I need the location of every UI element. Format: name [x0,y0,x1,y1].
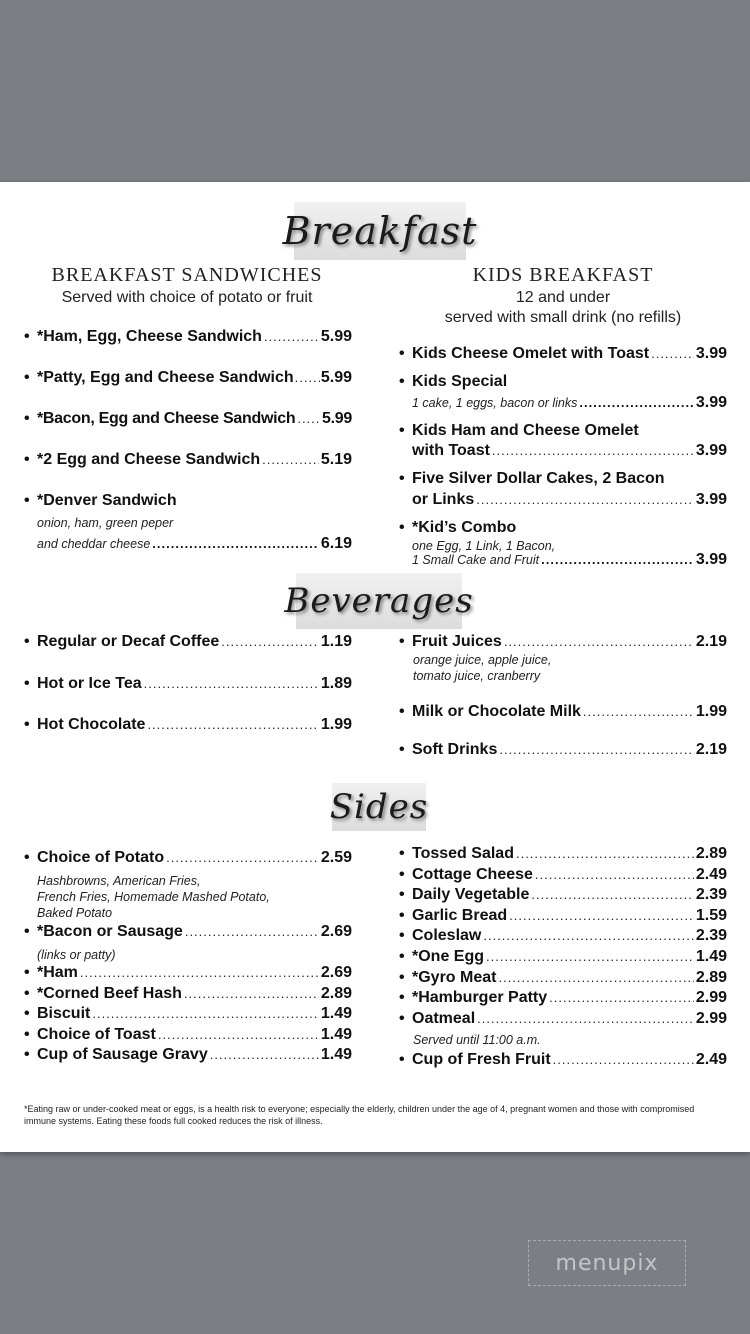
menu-item [399,948,727,966]
leader-dots [535,867,694,882]
item-price: 2.89 [695,969,727,986]
item-name: *Ham [37,964,78,981]
item-name: Oatmeal [412,1010,476,1027]
leader-dots [531,887,693,902]
item-name: Regular or Decaf Coffee [37,633,220,650]
item-name: Cup of Fresh Fruit [412,1051,551,1068]
item-description-row [412,394,727,412]
menu-item [399,969,727,987]
menu-item [399,741,727,759]
leader-dots [492,443,694,458]
bullet-icon: • [399,886,405,903]
bullet-icon: • [399,373,405,390]
item-name: Five Silver Dollar Cakes, 2 Bacon [412,470,665,487]
item-name: *One Egg [412,948,485,965]
leader-dots [509,908,694,923]
leader-dots [504,634,694,649]
leader-dots [147,717,318,732]
item-name: Coleslaw [412,927,482,944]
item-description: onion, ham, green peper [37,516,174,530]
leader-dots [158,1027,319,1042]
item-description: Served until 11:00 a.m. [413,1033,541,1047]
leader-dots [92,1006,319,1021]
item-name: *Kid’s Combo [412,519,517,536]
item-description-row [412,551,727,569]
leader-dots [297,411,320,426]
item-name: *Corned Beef Hash [37,985,182,1002]
menu-item [24,492,352,510]
item-name: Cottage Cheese [412,866,533,883]
item-name: Kids Special [412,373,508,390]
bullet-icon: • [24,1005,30,1022]
menu-item [399,470,727,488]
item-price: 1.59 [695,907,727,924]
leader-dots [498,970,693,985]
leader-dots [264,329,319,344]
bullet-icon: • [399,948,405,965]
item-price: 6.19 [320,535,352,552]
item-price: 2.39 [695,927,727,944]
item-name: Cup of Sausage Gravy [37,1046,208,1063]
menu-item [399,845,727,863]
beverages-title: Beverages [296,573,462,629]
menu-item [399,703,727,721]
menu-item [24,451,352,469]
leader-dots [476,492,694,507]
menu-item [399,1010,727,1028]
menu-item [399,1051,727,1069]
menu-item [399,907,727,925]
leader-dots [184,986,319,1001]
menu-item [24,923,352,941]
leader-dots [295,370,320,385]
leader-dots [80,965,319,980]
bullet-icon: • [24,1046,30,1063]
item-name: Hot Chocolate [37,716,146,733]
bullet-icon: • [399,969,405,986]
item-name: Choice of Potato [37,849,165,866]
menu-item [24,964,352,982]
bullet-icon: • [24,633,30,650]
item-name: Soft Drinks [412,741,498,758]
bullet-icon: • [24,369,30,386]
menu-item [399,927,727,945]
bullet-icon: • [24,923,30,940]
item-name: *Denver Sandwich [37,492,177,509]
item-price: 3.99 [695,442,727,459]
bullet-icon: • [24,849,30,866]
menu-item [24,716,352,734]
leader-dots [553,1052,694,1067]
bullet-icon: • [399,741,405,758]
bullet-icon: • [399,866,405,883]
item-name: *Patty, Egg and Cheese Sandwich [37,369,294,386]
leader-dots [144,676,319,691]
item-price: 2.99 [695,989,727,1006]
bullet-icon: • [24,964,30,981]
item-price: 2.89 [320,985,352,1002]
menu-item [24,675,352,693]
leader-dots [221,634,319,649]
leader-dots [166,850,319,865]
item-price: 3.99 [695,345,727,362]
bullet-icon: • [24,985,30,1002]
item-name: Garlic Bread [412,907,508,924]
breakfast-title: Breakfast [294,202,466,260]
bullet-icon: • [24,451,30,468]
bullet-icon: • [24,410,30,427]
menu-item-continued [399,491,727,509]
leader-dots [210,1047,319,1062]
bullet-icon: • [399,470,405,487]
bullet-icon: • [399,907,405,924]
item-price: 1.49 [320,1026,352,1043]
leader-dots [477,1011,694,1026]
item-price: 3.99 [695,394,727,411]
item-name-line2: or Links [412,491,475,508]
leader-dots [262,452,319,467]
bullet-icon: • [399,845,405,862]
item-price: 1.89 [320,675,352,692]
kids-breakfast-header [398,264,728,327]
menu-item [24,1026,352,1044]
item-name: *Bacon or Sausage [37,923,183,940]
bullet-icon: • [24,716,30,733]
leader-dots [516,846,694,861]
menu-item [399,519,727,537]
menu-item [399,866,727,884]
menu-item-continued [399,442,727,460]
item-description: Baked Potato [37,906,113,920]
menu-item [399,373,727,391]
menu-item [24,1046,352,1064]
kids-breakfast-drink-note: served with small drink (no refills) [444,309,682,326]
item-name: Choice of Toast [37,1026,156,1043]
menu-item [24,849,352,867]
item-description: Hashbrowns, American Fries, [37,874,201,888]
item-name: *2 Egg and Cheese Sandwich [37,451,261,468]
item-name: *Bacon, Egg and Cheese Sandwich [37,410,296,427]
item-price: 1.49 [695,948,727,965]
menu-item [24,369,352,387]
item-description: tomato juice, cranberry [413,669,541,683]
breakfast-sandwiches-subheading: Served with choice of potato or fruit [61,289,313,306]
item-description: (links or patty) [37,948,116,962]
menu-item [24,328,352,346]
item-name: *Hamburger Patty [412,989,548,1006]
leader-dots [499,742,694,757]
menu-item [24,1005,352,1023]
leader-dots [185,924,319,939]
menu-item [399,345,727,363]
item-price: 1.99 [695,703,727,720]
item-name: Hot or Ice Tea [37,675,142,692]
bullet-icon: • [399,633,405,650]
bullet-icon: • [399,1051,405,1068]
item-name: Milk or Chocolate Milk [412,703,581,720]
health-disclaimer: *Eating raw or under-cooked meat or eggs, is a health risk to everyone; especially the elderly, children under the age of 4, pregnant women and those with compromised immune systems. Eating these foods full cooked reduces the risk of illness. [24,1104,695,1126]
item-price: 2.39 [695,886,727,903]
item-description-row [37,535,352,553]
breakfast-sandwiches-header [24,264,350,307]
menu-item [24,633,352,651]
sides-title: Sides [332,783,426,831]
item-price: 2.69 [320,964,352,981]
item-price: 2.69 [320,923,352,940]
item-price: 2.99 [695,1010,727,1027]
leader-dots [651,346,694,361]
bullet-icon: • [24,1026,30,1043]
item-description: one Egg, 1 Link, 1 Bacon, [412,539,556,553]
item-name: Biscuit [37,1005,91,1022]
menu-item [399,633,727,651]
item-price: 5.99 [320,369,352,386]
kids-breakfast-age: 12 and under [515,289,611,306]
breakfast-sandwiches-heading: BREAKFAST SANDWICHES [51,264,323,286]
bullet-icon: • [399,989,405,1006]
bullet-icon: • [399,1010,405,1027]
item-name: Kids Cheese Omelet with Toast [412,345,650,362]
item-description: 1 cake, 1 eggs, bacon or links [412,396,578,410]
item-name: Kids Ham and Cheese Omelet [412,422,639,439]
item-description: and cheddar cheese [37,537,151,551]
item-description: orange juice, apple juice, [413,653,552,667]
item-price: 2.49 [695,1051,727,1068]
menu-item [24,985,352,1003]
bullet-icon: • [399,519,405,536]
menu-item [399,989,727,1007]
item-price: 2.19 [695,633,727,650]
item-price: 2.89 [695,845,727,862]
leader-dots [549,990,694,1005]
item-description: 1 Small Cake and Fruit [412,553,540,567]
item-price: 5.19 [320,451,352,468]
item-name: *Ham, Egg, Cheese Sandwich [37,328,262,345]
item-price: 3.99 [695,551,727,568]
leader-dots [579,395,693,410]
bullet-icon: • [399,345,405,362]
item-price: 5.99 [322,410,352,427]
item-price: 1.19 [320,633,352,650]
menupix-watermark: menupix [528,1240,686,1286]
menu-item [24,410,352,428]
bullet-icon: • [399,703,405,720]
menu-item [399,422,727,440]
leader-dots [483,928,694,943]
leader-dots [486,949,694,964]
item-price: 1.99 [320,716,352,733]
bullet-icon: • [24,492,30,509]
item-price: 1.49 [320,1005,352,1022]
item-name: Fruit Juices [412,633,502,650]
item-price: 2.49 [695,866,727,883]
item-name-line2: with Toast [412,442,490,459]
item-name: *Gyro Meat [412,969,497,986]
bullet-icon: • [24,675,30,692]
leader-dots [583,704,694,719]
item-price: 3.99 [695,491,727,508]
bullet-icon: • [24,328,30,345]
leader-dots [541,552,694,567]
item-price: 1.49 [320,1046,352,1063]
item-description: French Fries, Homemade Mashed Potato, [37,890,270,904]
item-name: Daily Vegetable [412,886,530,903]
item-price: 2.19 [695,741,727,758]
item-price: 2.59 [320,849,352,866]
kids-breakfast-heading: KIDS BREAKFAST [472,264,654,286]
item-name: Tossed Salad [412,845,514,862]
menu-item [399,886,727,904]
bullet-icon: • [399,422,405,439]
item-price: 5.99 [320,328,352,345]
bullet-icon: • [399,927,405,944]
leader-dots [152,536,319,551]
